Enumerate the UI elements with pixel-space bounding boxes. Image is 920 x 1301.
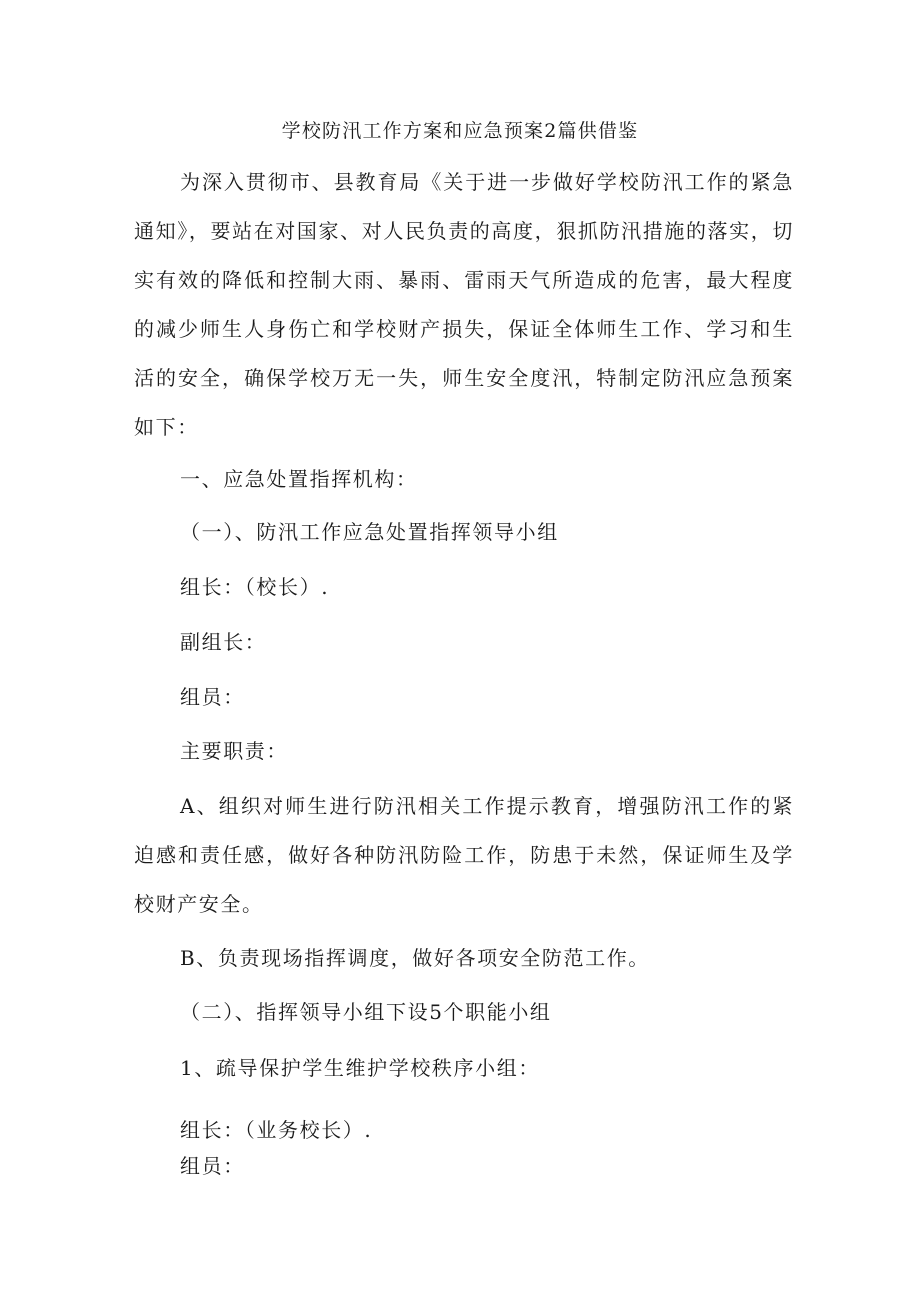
duty-a-paragraph: A、组织对师生进行防汛相关工作提示教育，增强防汛工作的紧迫感和责任感，做好各种防汛防险工作，防患于未然，保证师生及学校财产安全。 <box>134 794 794 916</box>
document-title: 学校防汛工作方案和应急预案2篇供借鉴 <box>281 120 639 142</box>
group1-heading: 1、疏导保护学生维护学校秩序小组： <box>180 1056 540 1080</box>
members-line: 组员： <box>180 685 245 709</box>
duty-b-line: B、负责现场指挥调度，做好各项安全防范工作。 <box>180 946 650 970</box>
deputy-leader-line: 副组长： <box>180 630 267 654</box>
subsection-heading-functional-groups: （二）、指挥领导小组下设5个职能小组 <box>180 1000 552 1024</box>
group1-members-line: 组员： <box>180 1154 245 1178</box>
duties-heading: 主要职责： <box>180 739 288 763</box>
subsection-heading-leading-group: （一）、防汛工作应急处置指挥领导小组 <box>180 520 559 544</box>
leader-line: 组长：（校长）. <box>180 575 330 599</box>
section-heading-command: 一、应急处置指挥机构： <box>180 467 418 491</box>
group1-leader-line: 组长：（业务校长）. <box>180 1118 373 1142</box>
intro-paragraph: 为深入贯彻市、县教育局《关于进一步做好学校防汛工作的紧急通知》，要站在对国家、对人民负责的高度，狠抓防汛措施的落实，切实有效的降低和控制大雨、暴雨、雷雨天气所造成的危害，最大程度的减少师生人身伤亡和学校财产损失，保证全体师生工作、学习和生活的安全，确保学校万无一失，师生安全度汛，特制定防汛应急预案如下： <box>134 170 794 439</box>
